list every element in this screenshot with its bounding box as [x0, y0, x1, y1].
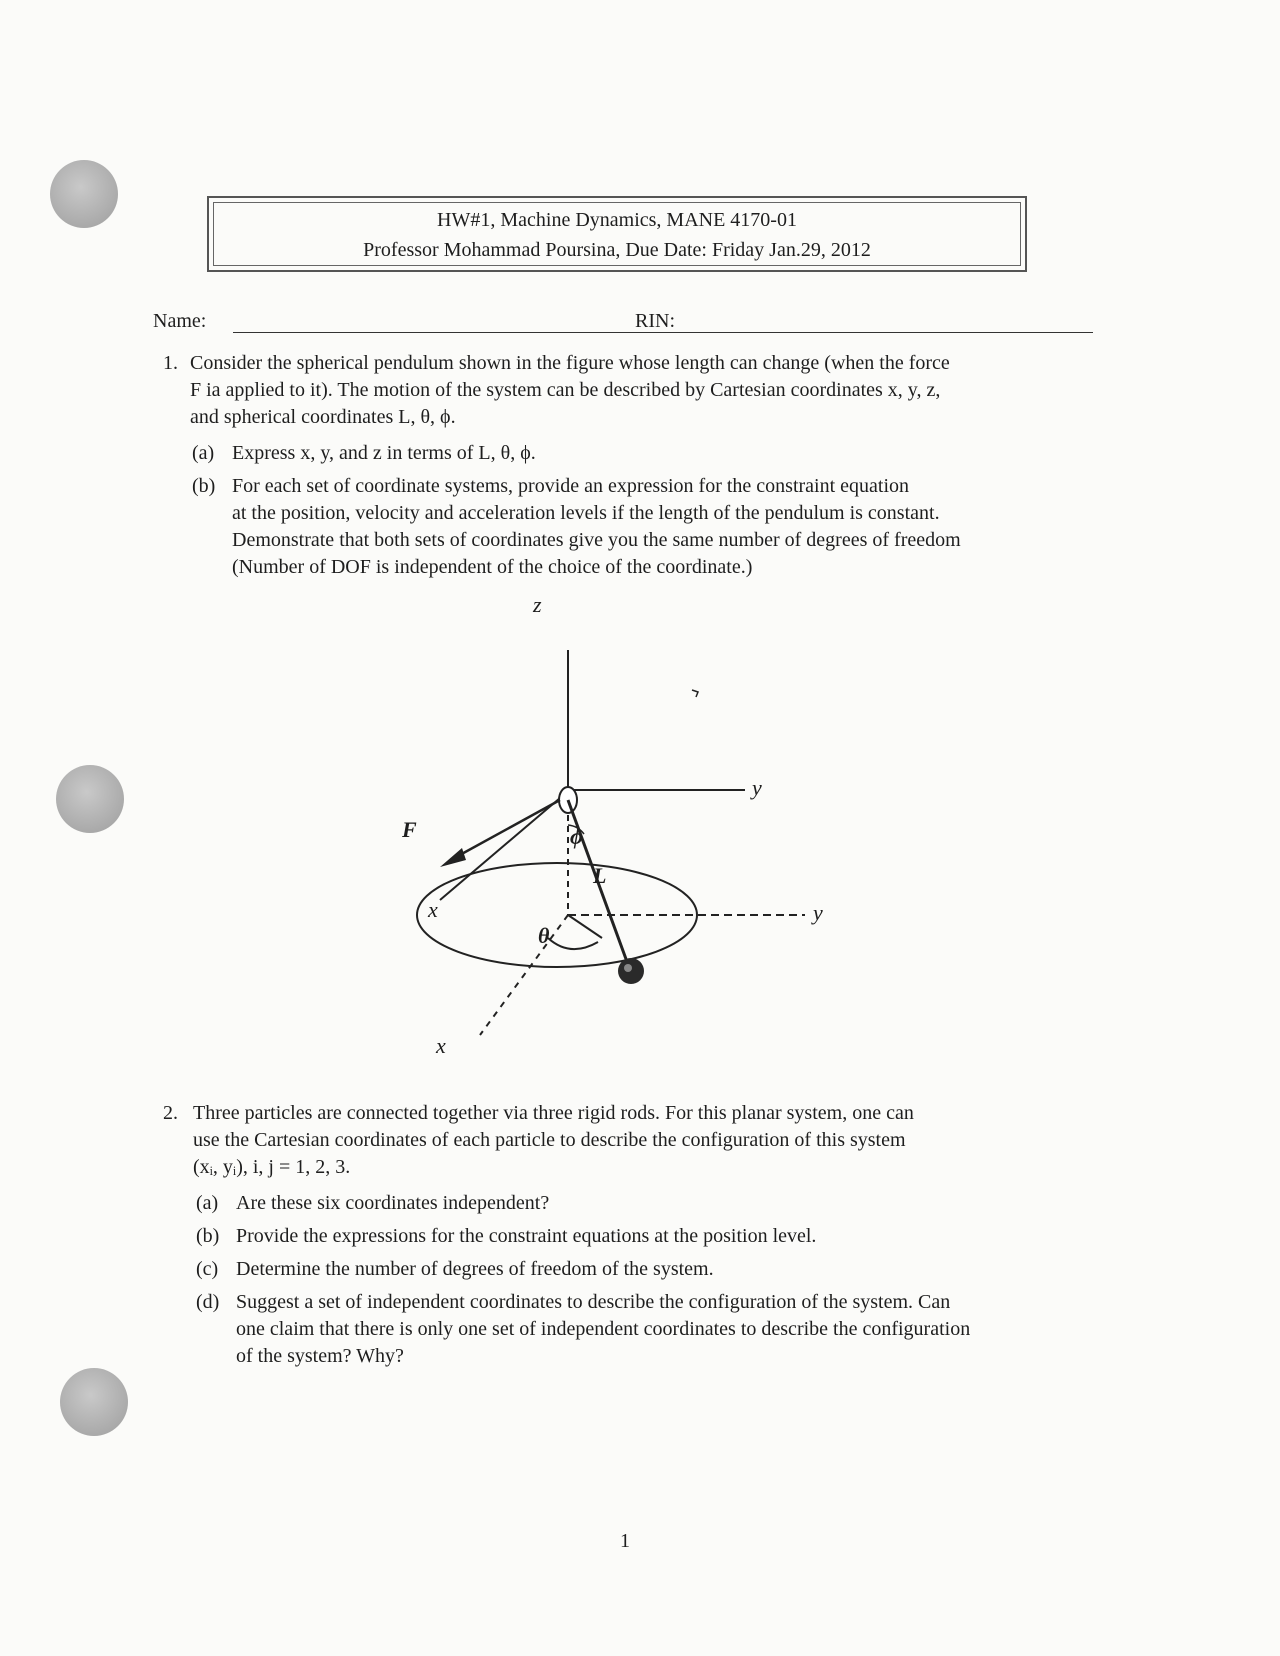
x-axis-bottom-label: x — [436, 1033, 446, 1058]
z-axis-label: z — [533, 592, 542, 617]
question-1-line-3: and spherical coordinates L, θ, ϕ. — [190, 406, 456, 428]
y-axis-bottom-label: y — [813, 900, 823, 925]
question-1b-line-4: (Number of DOF is independent of the choice of the coordinate.) — [232, 556, 753, 578]
binder-hole-middle — [56, 765, 124, 833]
question-1-line-2: F ia applied to it). The motion of the system can be described by Cartesian coordinates x, y, z, — [190, 379, 941, 401]
question-2b-label: (b) — [196, 1225, 220, 1247]
phi-label: ϕ — [570, 824, 583, 849]
spherical-pendulum-figure — [380, 592, 900, 1110]
projection-line — [568, 915, 602, 938]
name-rin-fields — [153, 310, 1093, 340]
question-2-number: 2. — [163, 1102, 178, 1124]
question-2c-label: (c) — [196, 1258, 219, 1280]
question-2d-line-2: one claim that there is only one set of independent coordinates to describe the configuration — [236, 1318, 971, 1340]
name-line[interactable] — [233, 332, 758, 333]
length-label: L — [593, 863, 607, 888]
professor-due-date: Professor Mohammad Poursina, Due Date: Friday Jan.29, 2012 — [363, 239, 871, 261]
stray-mark — [692, 690, 698, 697]
pendulum-mass-highlight — [624, 964, 632, 972]
pendulum-diagram — [380, 620, 900, 1110]
question-2c-text: Determine the number of degrees of freedom of the system. — [236, 1258, 714, 1280]
x-axis-top — [440, 798, 560, 900]
header-inner — [213, 202, 1021, 266]
rin-label: RIN: — [635, 310, 675, 332]
rin-line[interactable] — [688, 332, 1093, 333]
question-1b-line-3: Demonstrate that both sets of coordinates give you the same number of degrees of freedom — [232, 529, 961, 551]
name-label: Name: — [153, 310, 207, 332]
question-2d-line-1: Suggest a set of independent coordinates to describe the configuration of the system. Can — [236, 1291, 951, 1313]
question-1b-line-1: For each set of coordinate systems, provide an expression for the constraint equation — [232, 475, 910, 497]
force-arrow-line — [458, 800, 560, 856]
force-label: F — [402, 817, 417, 842]
question-1a-label: (a) — [192, 442, 215, 464]
question-2d-line-3: of the system? Why? — [236, 1345, 404, 1367]
question-2d-label: (d) — [196, 1291, 220, 1313]
page-number: 1 — [620, 1530, 630, 1552]
y-axis-top-label: y — [752, 775, 762, 800]
question-2a-label: (a) — [196, 1192, 219, 1214]
question-1b-line-2: at the position, velocity and acceleration levels if the length of the pendulum is constant. — [232, 502, 940, 524]
theta-label: θ — [538, 923, 550, 948]
binder-hole-bottom — [60, 1368, 128, 1436]
x-axis-top-label: x — [428, 897, 438, 922]
motion-ellipse — [417, 863, 697, 967]
x-axis-dashed — [480, 915, 568, 1035]
course-title: HW#1, Machine Dynamics, MANE 4170-01 — [437, 209, 797, 231]
question-2a-text: Are these six coordinates independent? — [236, 1192, 550, 1214]
question-1b-label: (b) — [192, 475, 216, 497]
force-arrow-head — [440, 848, 466, 867]
question-1-number: 1. — [163, 352, 178, 374]
binder-hole-top — [50, 160, 118, 228]
question-1a-text: Express x, y, and z in terms of L, θ, ϕ. — [232, 442, 536, 464]
pendulum-mass — [618, 958, 644, 984]
question-2b-text: Provide the expressions for the constraint equations at the position level. — [236, 1225, 817, 1247]
question-2-line-2: use the Cartesian coordinates of each particle to describe the configuration of this system — [193, 1129, 906, 1151]
question-1-line-1: Consider the spherical pendulum shown in the figure whose length can change (when the force — [190, 352, 950, 374]
header-box — [207, 196, 1027, 272]
theta-arc — [548, 938, 598, 949]
question-2-line-3: (xᵢ, yᵢ), i, j = 1, 2, 3. — [193, 1156, 351, 1178]
question-2-line-1: Three particles are connected together via three rigid rods. For this planar system, one can — [193, 1102, 914, 1124]
